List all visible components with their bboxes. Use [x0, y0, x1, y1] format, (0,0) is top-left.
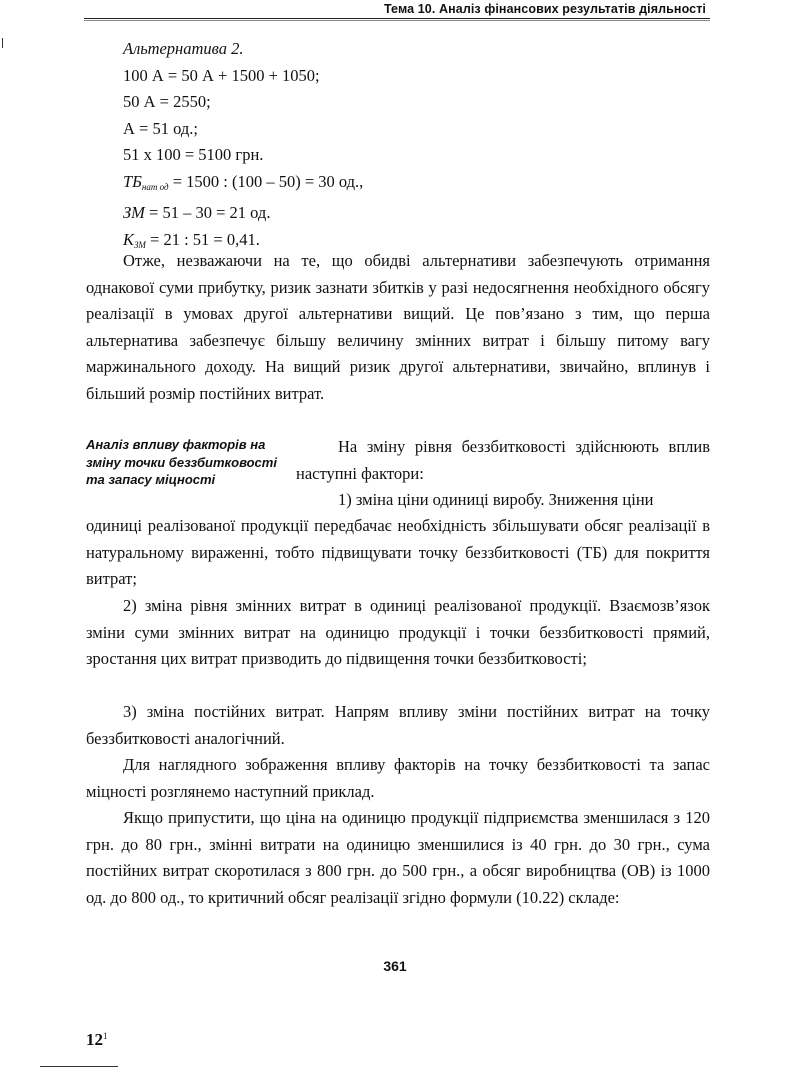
factor-1-opening: 1) зміна ціни одиниці виробу. Зниження ціни	[338, 490, 654, 509]
factor-1-paragraph: одиниці реалізованої продукції передбачає необхідність збільшувати обсяг реалізації в натуральному вираженні, тобто підвищувати точку беззбитковості (ТБ) для покриття витрат;	[86, 516, 710, 588]
page-number: 361	[383, 958, 407, 974]
alternative-label: Альтернатива 2.	[123, 39, 244, 58]
bottom-rule	[40, 1066, 118, 1067]
formula-line: А = 51 од.;	[123, 118, 198, 138]
signature-number: 12	[86, 1030, 103, 1049]
safety-ratio-expression: = 21 : 51 = 0,41.	[145, 229, 260, 249]
factor-2-paragraph: 2) зміна рівня змінних витрат в одиниці реалізованої продукції. Взаємозв’язок зміни суми змінних витрат на одиницю продукції і точки беззбитковості прямий, зростання цих витрат призводить до підвищення точки беззбитковості;	[86, 596, 710, 668]
formula-line-safety-margin	[123, 200, 363, 227]
header-rule-secondary	[84, 20, 710, 21]
safety-ratio-subscript: ЗМ	[133, 239, 146, 250]
formula-line: 51 х 100 = 5100 грн.	[123, 145, 264, 164]
formula-line: 50 А = 2550;	[123, 92, 211, 111]
formula-line-breakeven	[123, 169, 363, 201]
illustration-paragraph: Для наглядного зображення впливу факторів на точку беззбитковості та запас міцності розглянемо наступний приклад.	[86, 755, 710, 801]
margin-mark	[2, 38, 3, 48]
conclusion-paragraph: Отже, незважаючи на те, що обидві альтернативи забезпечують отримання однакової суми прибутку, ризик зазнати збитків у разі недосягнення необхідного обсягу реалізації в умовах другої альтернативи вищий. Це пов’язано з тим, що перша альтернатива забезпечує більшу величину змінних витрат і більшу питому вагу маржинального доходу. На вищий ризик другої альтернативи, звичайно, вплинув і більший розмір постійних витрат.	[86, 251, 710, 403]
formula-line: 100 А = 50 А + 1500 + 1050;	[123, 65, 320, 85]
formula-block	[123, 36, 363, 258]
safety-margin-expression: = 51 – 30 = 21 од.	[144, 203, 271, 222]
breakeven-subscript: нат од	[141, 181, 169, 192]
signature-superscript: 1	[103, 1031, 108, 1041]
safety-ratio-symbol: К	[123, 229, 134, 249]
side-heading: Аналіз впливу факторів на зміну точки беззбитковості та запасу міцності	[86, 437, 277, 487]
header-rule	[84, 18, 710, 19]
factors-intro-paragraph: На зміну рівня беззбитковості здійснюють вплив наступні фактори:	[296, 437, 710, 483]
example-paragraph: Якщо припустити, що ціна на одиницю продукції підприємства зменшилася з 120 грн. до 80 грн., змінні витрати на одиницю зменшилися із 40 грн. до 30 грн., сума постійних витрат скоротилася з 800 грн. до 500 грн., а обсяг виробництва (ОВ) із 1000 од. до 800 од., то критичний обсяг реалізації згідно формули (10.22) складе:	[86, 808, 710, 907]
factor-3-paragraph: 3) зміна постійних витрат. Напрям впливу зміни постійних витрат на точку беззбитковості аналогічний.	[86, 702, 710, 748]
running-header-title: Тема 10. Аналіз фінансових результатів діяльності	[383, 2, 706, 16]
breakeven-symbol: ТБ	[123, 171, 142, 191]
breakeven-expression: = 1500 : (100 – 50) = 30 од.,	[168, 171, 364, 191]
signature-mark	[86, 1030, 108, 1050]
safety-margin-symbol: ЗМ	[123, 203, 145, 222]
